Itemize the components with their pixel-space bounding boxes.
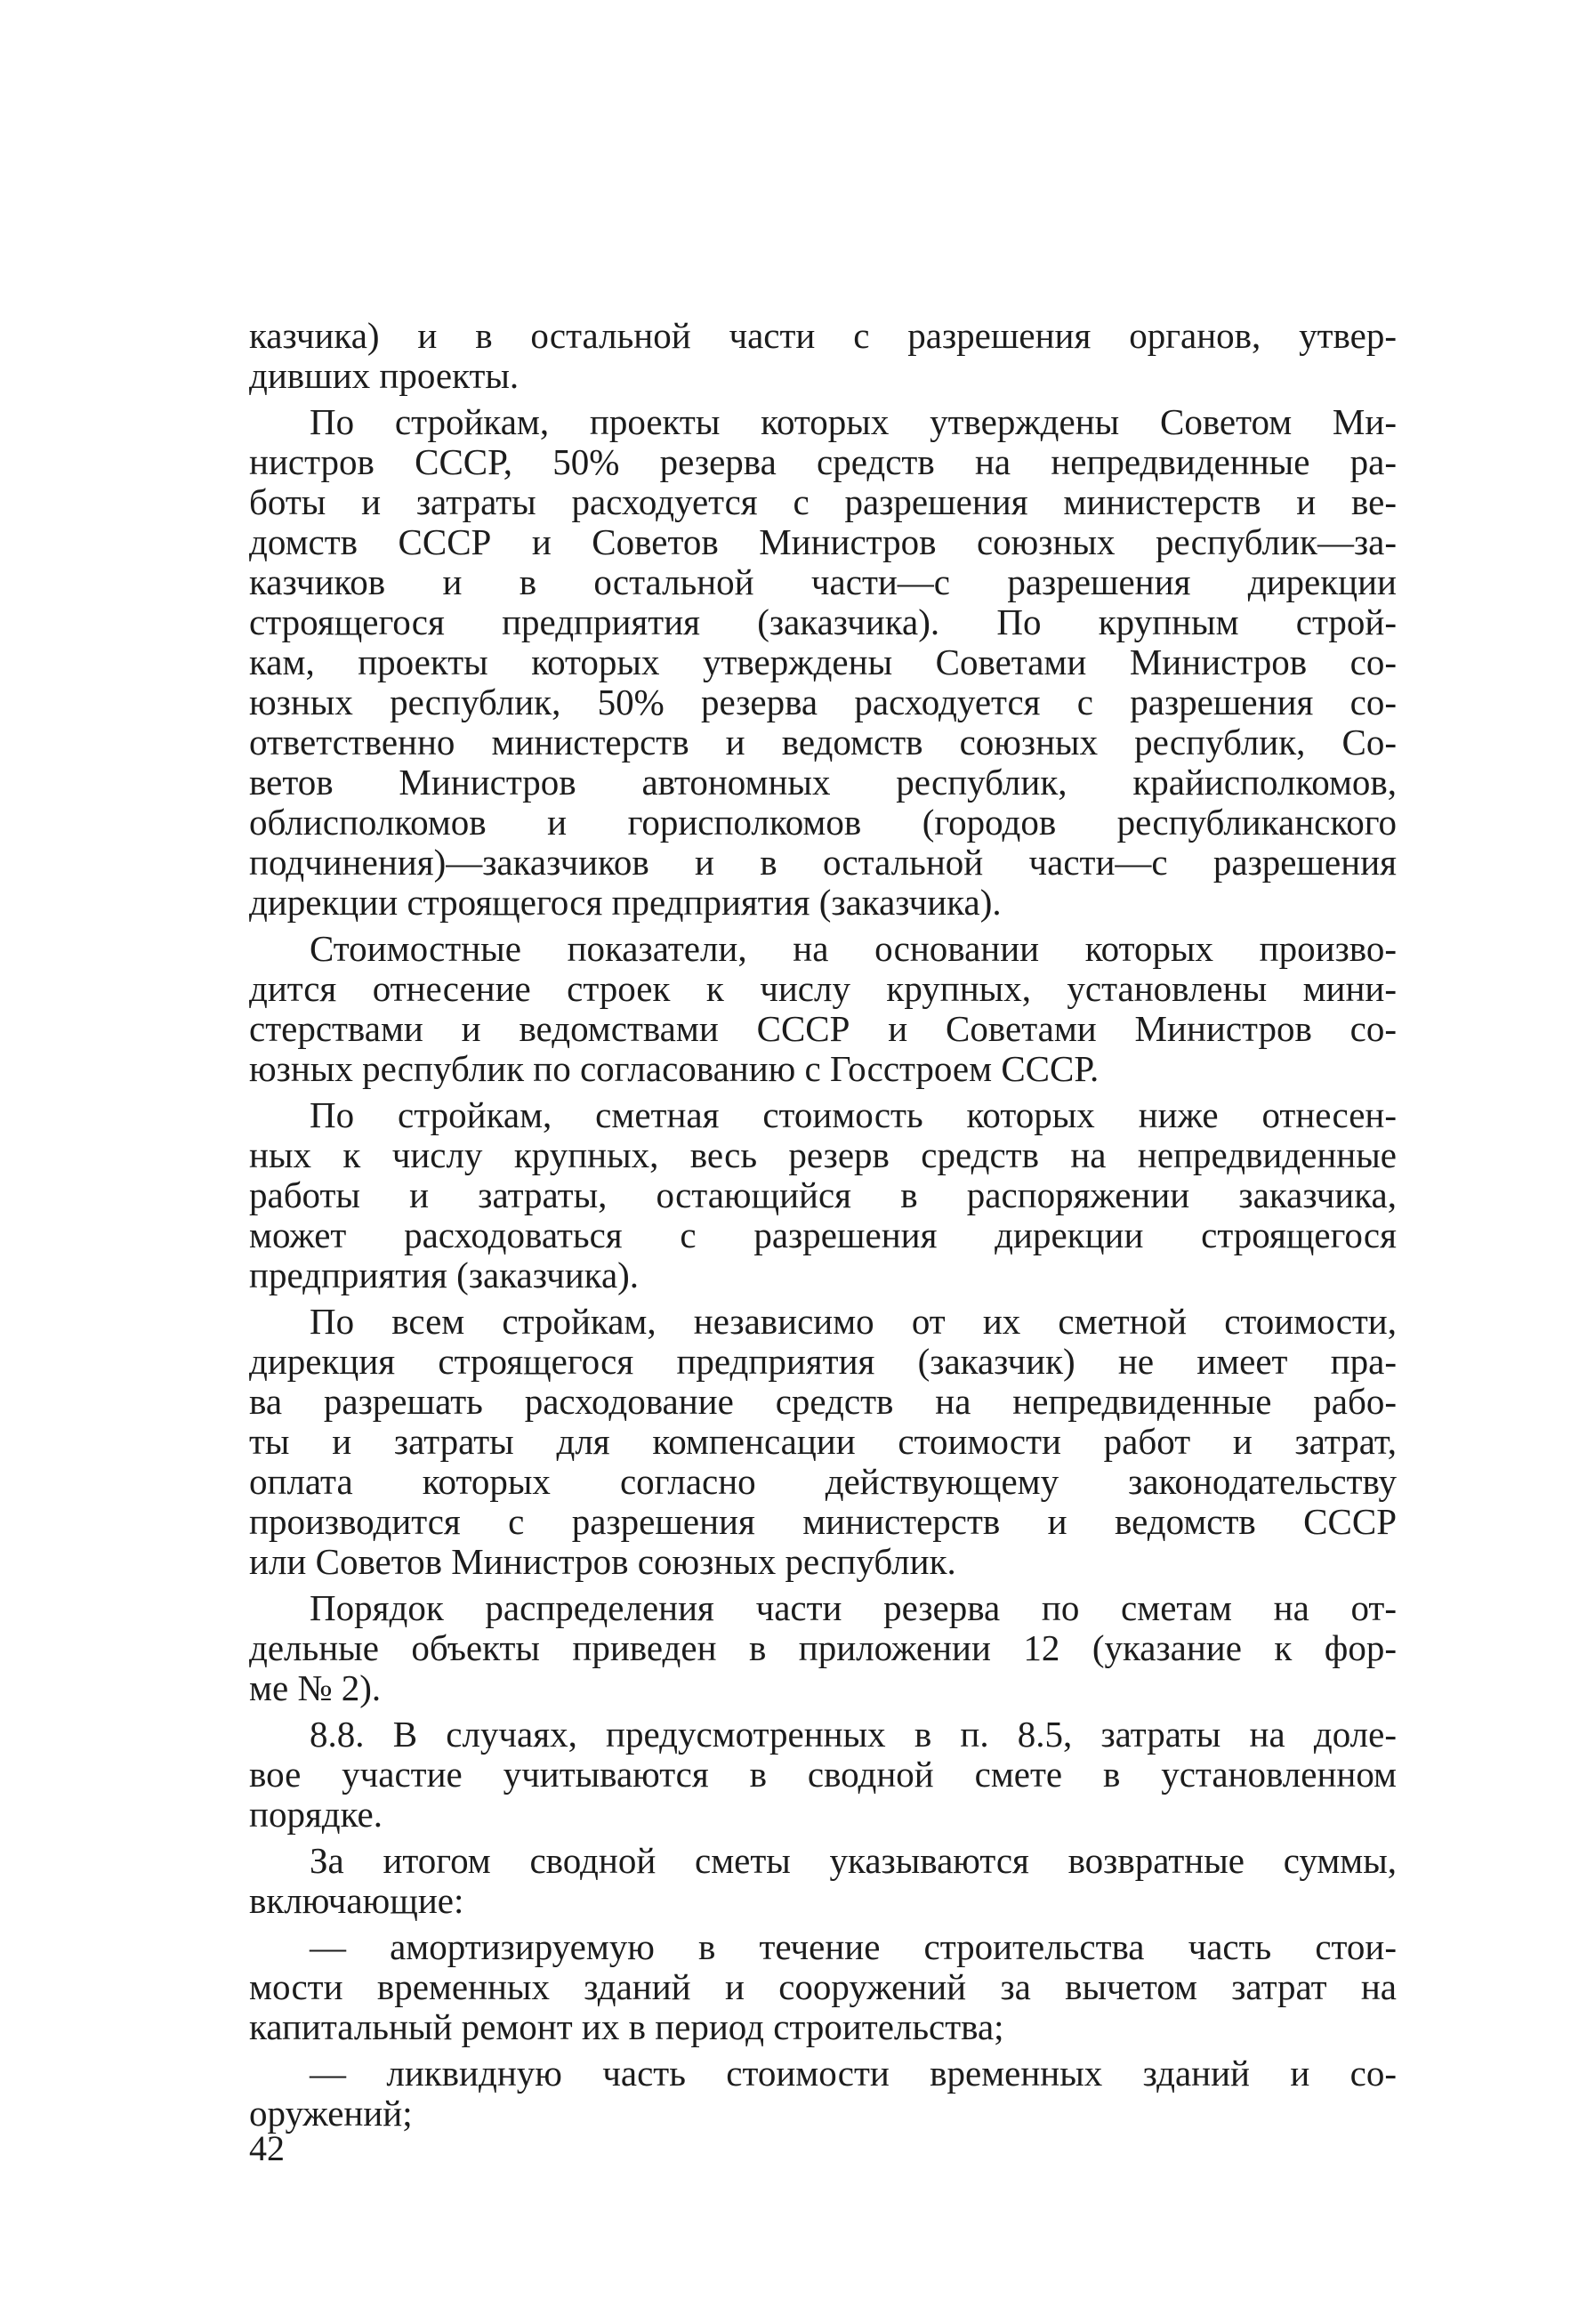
text-line: казчика) и в остальной части с разрешения органов, утвер- (249, 316, 1397, 356)
text-line: вое участие учитываются в сводной смете в установленном (249, 1755, 1397, 1795)
text-line: — амортизируемую в течение строительства часть стои- (310, 1927, 1397, 1967)
text-line: порядке. (249, 1795, 383, 1835)
paragraph-10 (249, 2054, 1397, 2134)
page-number: 42 (249, 2128, 285, 2168)
text-line: По всем стройкам, независимо от их сметной стоимости, (310, 1302, 1397, 1342)
paragraph-9 (249, 1927, 1397, 2047)
text-line: производится с разрешения министерств и ведомств СССР (249, 1502, 1397, 1542)
text-line: оплата которых согласно действующему законодательству (249, 1462, 1397, 1502)
text-line: дирекции строящегося предприятия (заказчика). (249, 883, 1002, 923)
text-line: По стройкам, проекты которых утверждены Советом Ми- (310, 402, 1397, 442)
text-line: кам, проекты которых утверждены Советами Министров со- (249, 642, 1397, 682)
text-line: ответственно министерств и ведомств союзных республик, Со- (249, 722, 1397, 763)
text-line: стерствами и ведомствами СССР и Советами Министров со- (249, 1009, 1397, 1049)
paragraph-5 (249, 1302, 1397, 1582)
text-line: оружений; (249, 2094, 413, 2134)
text-line: дится отнесение строек к числу крупных, установлены мини- (249, 969, 1397, 1009)
text-line: ты и затраты для компенсации стоимости работ и затрат, (249, 1422, 1397, 1462)
text-line: ва разрешать расходование средств на непредвиденные рабо- (249, 1382, 1397, 1422)
text-line: Стоимостные показатели, на основании которых произво- (310, 929, 1397, 969)
paragraph-2 (249, 402, 1397, 923)
text-line: мости временных зданий и сооружений за вычетом затрат на (249, 1967, 1397, 2007)
text-line: ных к числу крупных, весь резерв средств на непредвиденные (249, 1135, 1397, 1175)
text-line: может расходоваться с разрешения дирекции строящегося (249, 1215, 1397, 1255)
text-line: 8.8. В случаях, предусмотренных в п. 8.5, затраты на доле- (310, 1715, 1397, 1755)
text-line: За итогом сводной сметы указываются возвратные суммы, (310, 1841, 1397, 1881)
text-line: включающие: (249, 1881, 464, 1921)
text-line: или Советов Министров союзных республик. (249, 1542, 956, 1582)
paragraph-8 (249, 1841, 1397, 1921)
text-line: ме № 2). (249, 1668, 382, 1708)
text-line: домств СССР и Советов Министров союзных республик—за- (249, 522, 1397, 562)
text-line: боты и затраты расходуется с разрешения министерств и ве- (249, 482, 1397, 522)
text-line: капитальный ремонт их в период строительства; (249, 2007, 1004, 2047)
text-line: По стройкам, сметная стоимость которых ниже отнесен- (310, 1095, 1397, 1135)
paragraph-6 (249, 1588, 1397, 1708)
document-page (249, 316, 1397, 2140)
paragraph-4 (249, 1095, 1397, 1295)
paragraph-3 (249, 929, 1397, 1089)
text-line: дирекция строящегося предприятия (заказчик) не имеет пра- (249, 1342, 1397, 1382)
text-line: работы и затраты, остающийся в распоряжении заказчика, (249, 1175, 1397, 1215)
text-line: дивших проекты. (249, 356, 520, 396)
text-line: юзных республик, 50% резерва расходуется с разрешения со- (249, 682, 1397, 722)
text-line: подчинения)—заказчиков и в остальной части—с разрешения (249, 843, 1397, 883)
text-line: строящегося предприятия (заказчика). По крупным строй- (249, 602, 1397, 642)
text-line: предприятия (заказчика). (249, 1255, 640, 1295)
text-line: облисполкомов и горисполкомов (городов республиканского (249, 803, 1397, 843)
text-line: нистров СССР, 50% резерва средств на непредвиденные ра- (249, 442, 1397, 482)
text-line: — ликвидную часть стоимости временных зданий и со- (310, 2054, 1397, 2094)
text-line: Порядок распределения части резерва по сметам на от- (310, 1588, 1397, 1628)
text-line: ветов Министров автономных республик, крайисполкомов, (249, 763, 1397, 803)
text-line: юзных республик по согласованию с Госстроем СССР. (249, 1049, 1100, 1089)
text-line: дельные объекты приведен в приложении 12 (указание к фор- (249, 1628, 1397, 1668)
paragraph-7 (249, 1715, 1397, 1835)
paragraph-1 (249, 316, 1397, 396)
text-line: казчиков и в остальной части—с разрешения дирекции (249, 562, 1397, 602)
